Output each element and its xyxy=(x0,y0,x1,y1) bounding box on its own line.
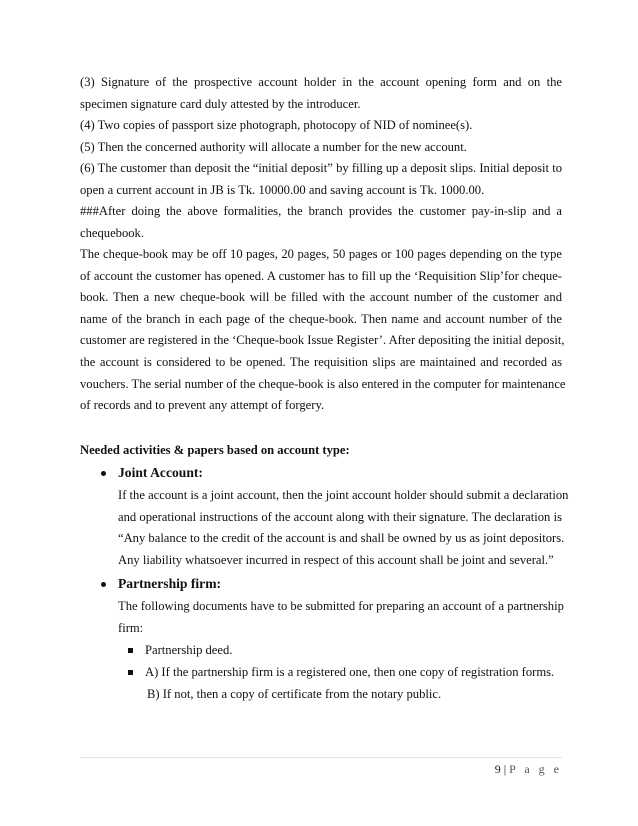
text-line: (5) Then the concerned authority will allocate a number for the new account. xyxy=(80,140,467,154)
list-item-continuation xyxy=(147,684,441,706)
text-line: customer are registered in the ‘Cheque-book Issue Register’. After depositing the initial deposit, xyxy=(80,333,565,348)
item-five xyxy=(80,137,562,159)
list-item xyxy=(128,640,232,662)
square-bullet-icon xyxy=(128,670,133,675)
list-item-text: Partnership deed. xyxy=(145,643,233,657)
text-line: Any liability whatsoever incurred in respect of this account shall be joint and several.” xyxy=(118,552,554,567)
text-line: specimen signature card duly attested by the introducer. xyxy=(80,96,361,111)
formalities-paragraph xyxy=(80,201,562,244)
text-line: The following documents have to be submitted for preparing an account of a partnership xyxy=(118,599,564,613)
bullet-partnership-firm xyxy=(101,573,221,595)
bullet-joint-account xyxy=(101,462,203,484)
text-line: “Any balance to the credit of the account is and shall be owned by us as joint depositors. xyxy=(118,531,565,546)
list-item-text: B) If not, then a copy of certificate from the notary public. xyxy=(147,687,442,701)
paragraph-signature xyxy=(80,72,562,115)
bullet-title: Joint Account: xyxy=(118,465,203,480)
footer-divider xyxy=(80,757,562,758)
partnership-firm-text xyxy=(118,596,562,639)
item-six xyxy=(80,158,562,201)
square-bullet-icon xyxy=(128,648,133,653)
text-line: (4) Two copies of passport size photograph, photocopy of NID of nominee(s). xyxy=(80,118,473,132)
text-line: (6) The customer than deposit the “initial deposit” by filling up a deposit slips. Initial deposit to xyxy=(80,161,562,175)
text-line: open a current account in JB is Tk. 10000.00 and saving account is Tk. 1000.00. xyxy=(80,182,485,197)
list-item-text: A) If the partnership firm is a registered one, then one copy of registration forms. xyxy=(145,665,555,679)
section-heading xyxy=(80,440,562,462)
page-number: 9 xyxy=(494,762,501,776)
text-line: chequebook. xyxy=(80,225,144,240)
text-line: the account is considered to be opened. The requisition slips are maintained and recorded as xyxy=(80,354,562,369)
bullet-dot-icon xyxy=(101,582,106,587)
text-line: and operational instructions of the account along with their signature. The declaration is xyxy=(118,509,562,524)
bullet-title: Partnership firm: xyxy=(118,576,222,591)
text-line: firm: xyxy=(118,620,144,635)
list-item xyxy=(128,662,554,684)
heading-text: Needed activities & papers based on account type: xyxy=(80,443,350,457)
text-line: of account the customer has opened. A customer has to fill up the ‘Requisition Slip’for cheque- xyxy=(80,268,562,283)
text-line: name of the branch in each page of the cheque-book. Then name and account number of the xyxy=(80,311,562,326)
item-four xyxy=(80,115,562,137)
text-line: vouchers. The serial number of the cheque-book is also entered in the computer for maintenance xyxy=(80,376,566,391)
page-footer xyxy=(495,762,562,777)
text-line: If the account is a joint account, then the joint account holder should submit a declaration xyxy=(118,488,569,502)
text-line: The cheque-book may be off 10 pages, 20 pages, 50 pages or 100 pages depending on the type xyxy=(80,247,562,261)
bullet-dot-icon xyxy=(101,471,106,476)
text-line: of records and to prevent any attempt of forgery. xyxy=(80,398,325,413)
text-line: book. Then a new cheque-book will be filled with the account number of the customer and xyxy=(80,290,562,305)
chequebook-paragraph xyxy=(80,244,566,417)
text-line: ###After doing the above formalities, the branch provides the customer pay-in-slip and a xyxy=(80,204,562,218)
text-line: (3) Signature of the prospective account holder in the account opening form and on the xyxy=(80,75,562,89)
footer-separator: | xyxy=(503,762,507,776)
joint-account-text xyxy=(118,485,569,571)
page-label: P a g e xyxy=(509,762,562,776)
